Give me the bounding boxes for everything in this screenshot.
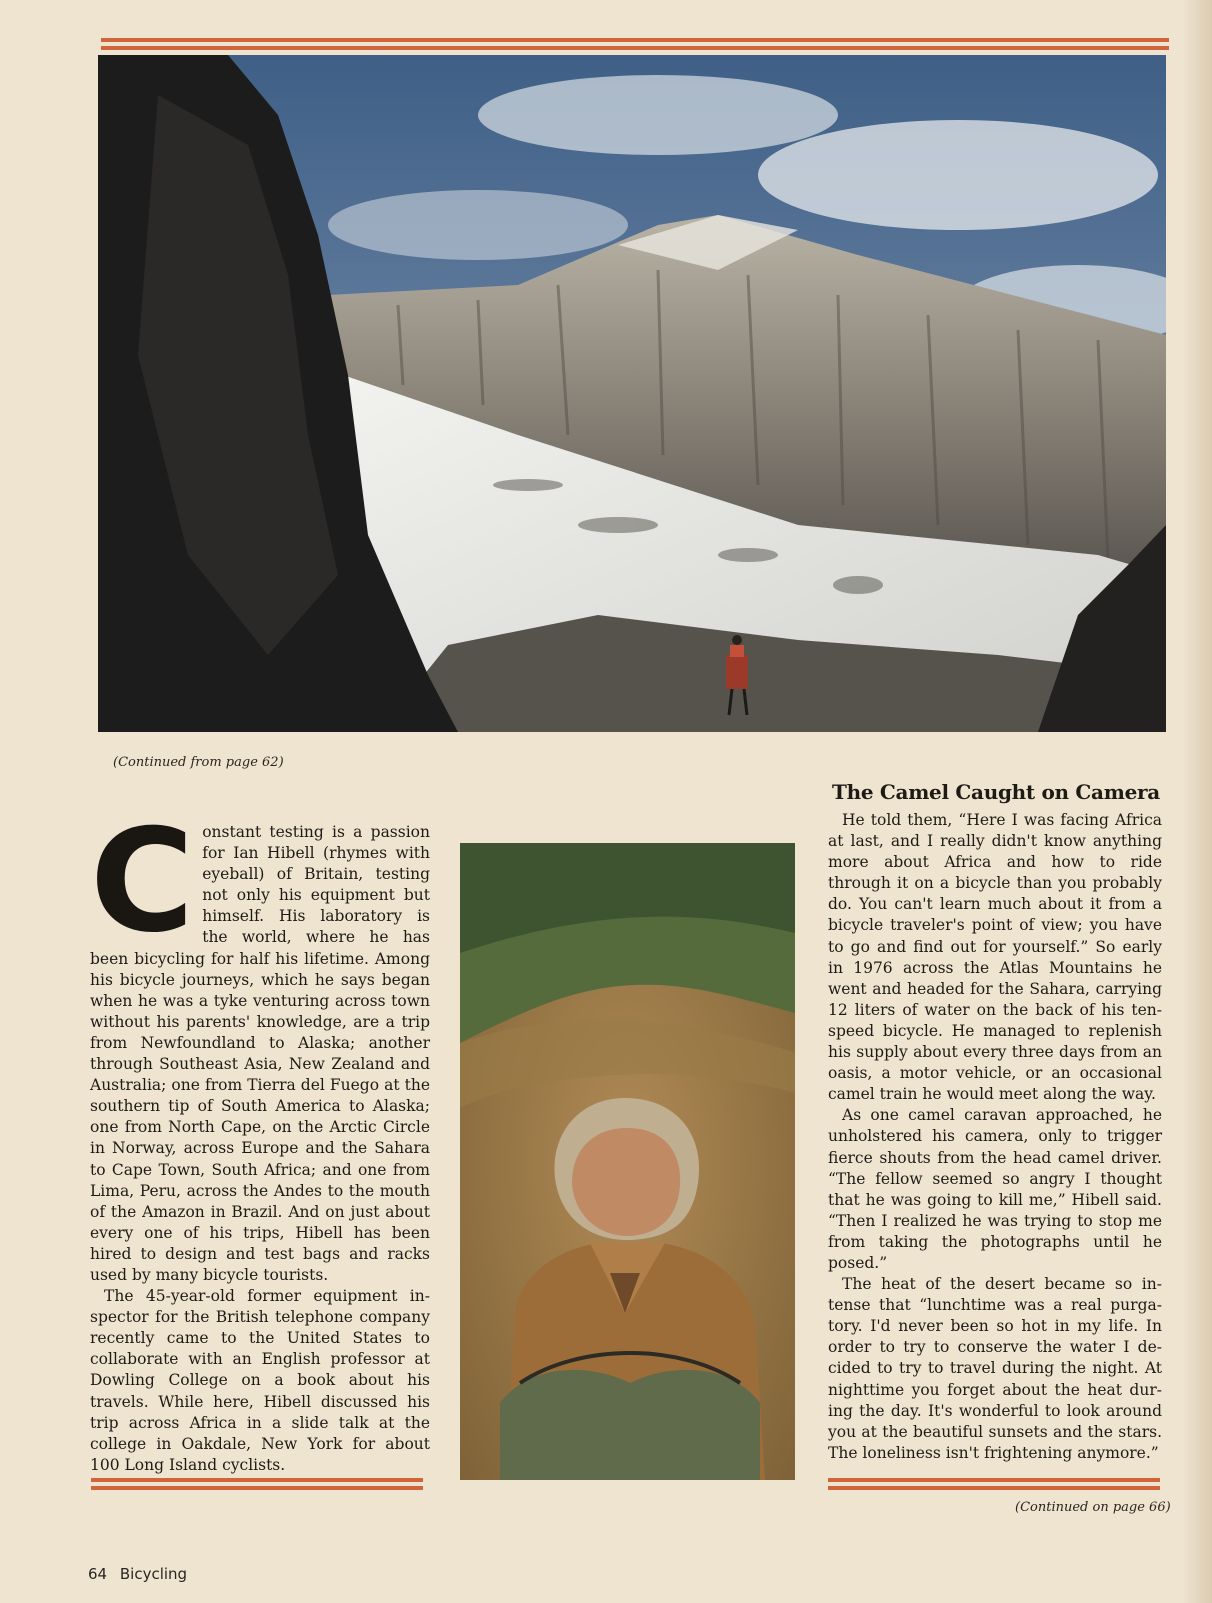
- top-rule: [101, 38, 1169, 50]
- paragraph: The 45-year-old former equipment inspector for the British telephone company recently came to the United States to collaborate with an English professor at Dowling College on a book about his travels. While here, Hibell discussed his trip across Africa in a slide talk at the college in Oakdale, New York for about 100 Long Island cyclists.: [90, 1287, 430, 1474]
- right-bottom-rule: [828, 1478, 1160, 1490]
- article-right-column: [828, 810, 1162, 1464]
- left-bottom-rule: [91, 1478, 423, 1490]
- paragraph: As one camel caravan approached, he unholstered his camera, only to trigger fierce shouts from the head camel driver. “The fellow seemed so angry I thought that he was going to kill me,” Hibell said. “Then I realized he was trying to stop me from taking the photographs until he posed.”: [828, 1106, 1162, 1272]
- section-heading: The Camel Caught on Camera: [832, 780, 1160, 804]
- continued-from-note: (Continued from page 62): [113, 755, 284, 770]
- page-footer: [88, 1565, 187, 1583]
- page-number: 64: [88, 1565, 108, 1583]
- cyclist-portrait-photo: [460, 843, 795, 1480]
- article-left-column: [90, 799, 430, 1476]
- continued-on-note: (Continued on page 66): [1015, 1500, 1171, 1515]
- paragraph: The heat of the desert became so intense that “lunchtime was a real purgatory. I'd never been so hot in my life. In order to try to conserve the water I decided to try to travel during the night. At nighttime you forget about the heat during the day. It's wonderful to look around you at the beautiful sunsets and the stars. The loneliness isn't frightening anymore.”: [828, 1275, 1162, 1462]
- lead-paragraph-text: onstant testing is a passion for Ian Hibell (rhymes with eyeball) of Britain, testing not only his equipment but himself. His laboratory is the world, where he has been bicycling for half his lifetime. Among his bicycle journeys, which he says began when he was a tyke venturing across town without his parents' knowledge, are a trip from Newfoundland to Alaska; another through Southeast Asia, New Zealand and Australia; one from Tierra del Fuego at the southern tip of South America to Alaska; one from North Cape, on the Arctic Circle in Norway, across Europe and the Sahara to Cape Town, South Africa; and one from Lima, Peru, across the Andes to the mouth of the Amazon in Brazil. And on just about every one of his trips, Hibell has been hired to design and test bags and racks used by many bicycle tourists.: [90, 823, 430, 1284]
- magazine-name: Bicycling: [119, 1565, 188, 1583]
- paragraph: He told them, “Here I was facing Africa at last, and I really didn't know anything more about Africa and how to ride through it on a bicycle than you probably do. You can't learn much about it from a bicycle traveler's point of view; you have to go and find out for yourself.” So early in 1976 across the Atlas Mountains he went and headed for the Sahara, carrying 12 liters of water on the back of his ten-speed bicycle. He managed to replenish his supply about every three days from an oasis, a motor vehicle, or an occasional camel train he would meet along the way.: [828, 811, 1162, 1104]
- mountain-photo: [98, 55, 1166, 732]
- lead-paragraph: [90, 799, 430, 1286]
- page-edge-shadow: [1182, 0, 1212, 1603]
- drop-cap: C: [90, 799, 195, 964]
